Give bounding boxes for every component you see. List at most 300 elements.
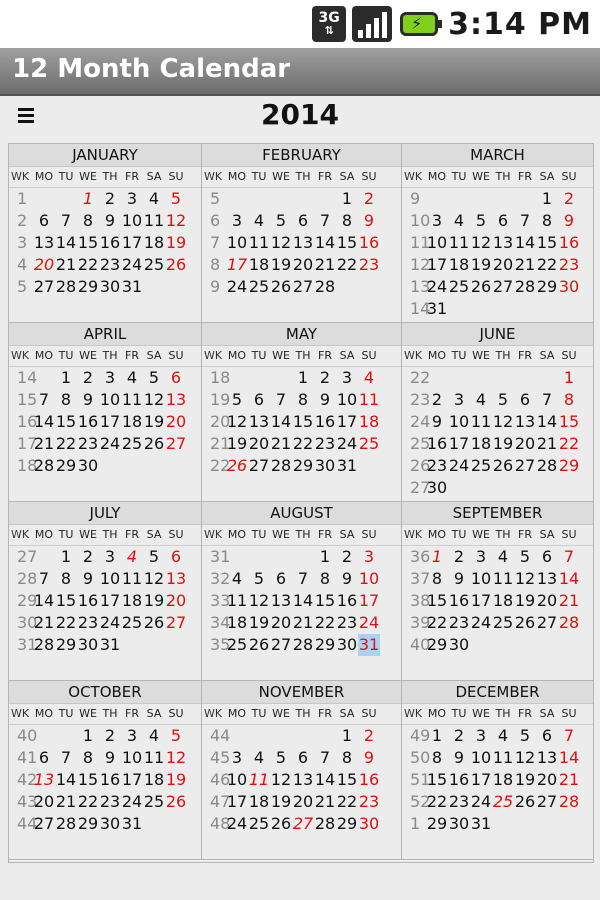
day-cell[interactable]: 9	[82, 569, 94, 588]
day-cell[interactable]: 15	[55, 591, 77, 610]
day-cell[interactable]: 16	[448, 770, 470, 789]
day-cell[interactable]: 13	[270, 591, 292, 610]
day-cell[interactable]: 25	[121, 434, 143, 453]
day-cell[interactable]: 24	[99, 613, 121, 632]
day-cell[interactable]: 14	[558, 748, 580, 767]
day-cell[interactable]: 11	[143, 748, 165, 767]
day-cell[interactable]: 17	[99, 412, 121, 431]
day-cell[interactable]: 7	[275, 390, 287, 409]
day-cell[interactable]: 30	[558, 277, 580, 296]
day-cell[interactable]: 23	[448, 613, 470, 632]
day-cell[interactable]: 9	[363, 211, 375, 230]
day-cell[interactable]: 30	[77, 456, 99, 475]
day-cell[interactable]: 21	[314, 255, 336, 274]
day-cell[interactable]: 10	[226, 770, 248, 789]
day-cell[interactable]: 17	[426, 255, 448, 274]
day-cell[interactable]: 16	[314, 412, 336, 431]
day-cell[interactable]: 14	[292, 591, 314, 610]
day-cell[interactable]: 29	[336, 814, 358, 833]
day-cell[interactable]: 26	[470, 277, 492, 296]
day-cell[interactable]: 12	[248, 591, 270, 610]
day-cell[interactable]: 29	[55, 635, 77, 654]
day-cell[interactable]: 29	[77, 814, 99, 833]
day-cell[interactable]: 8	[297, 390, 309, 409]
day-cell[interactable]: 19	[143, 591, 165, 610]
day-cell[interactable]: 12	[165, 748, 187, 767]
day-cell[interactable]: 24	[226, 277, 248, 296]
day-cell[interactable]: 30	[336, 635, 358, 654]
day-cell[interactable]: 15	[536, 233, 558, 252]
day-cell[interactable]: 29	[426, 814, 448, 833]
day-cell[interactable]: 29	[292, 456, 314, 475]
day-cell[interactable]: 23	[77, 613, 99, 632]
day-cell[interactable]: 3	[126, 189, 138, 208]
day-cell[interactable]: 12	[165, 211, 187, 230]
day-cell[interactable]: 27	[492, 277, 514, 296]
day-cell[interactable]: 1	[563, 368, 575, 387]
day-cell[interactable]: 2	[563, 189, 575, 208]
day-cell[interactable]: 7	[60, 211, 72, 230]
day-cell[interactable]: 2	[82, 368, 94, 387]
day-cell[interactable]: 16	[99, 770, 121, 789]
day-cell[interactable]: 7	[519, 211, 531, 230]
day-cell[interactable]: 10	[470, 569, 492, 588]
day-cell[interactable]: 7	[297, 569, 309, 588]
day-cell[interactable]: 27	[270, 635, 292, 654]
day-cell[interactable]: 24	[358, 613, 380, 632]
day-cell[interactable]: 14	[314, 233, 336, 252]
day-cell[interactable]: 20	[33, 792, 55, 811]
day-cell[interactable]: 9	[82, 390, 94, 409]
day-cell[interactable]: 9	[319, 390, 331, 409]
day-cell[interactable]: 5	[148, 547, 160, 566]
day-cell[interactable]: 20	[270, 613, 292, 632]
day-cell[interactable]: 25	[121, 613, 143, 632]
day-cell[interactable]: 22	[336, 255, 358, 274]
day-cell[interactable]: 9	[104, 748, 116, 767]
day-cell[interactable]: 28	[514, 277, 536, 296]
day-cell[interactable]: 3	[453, 390, 465, 409]
day-cell[interactable]: 5	[170, 189, 182, 208]
day-cell[interactable]: 7	[563, 726, 575, 745]
day-cell[interactable]: 16	[77, 412, 99, 431]
day-cell[interactable]: 31	[336, 456, 358, 475]
day-cell[interactable]: 23	[336, 613, 358, 632]
day-cell[interactable]: 5	[253, 569, 265, 588]
day-cell[interactable]: 19	[143, 412, 165, 431]
day-cell[interactable]: 24	[121, 255, 143, 274]
day-cell[interactable]: 9	[431, 412, 443, 431]
day-cell[interactable]: 23	[99, 255, 121, 274]
day-cell[interactable]: 8	[60, 390, 72, 409]
day-cell[interactable]: 4	[363, 368, 375, 387]
day-cell[interactable]: 30	[448, 814, 470, 833]
day-cell[interactable]: 6	[497, 211, 509, 230]
day-cell[interactable]: 21	[558, 591, 580, 610]
day-cell[interactable]: 6	[297, 211, 309, 230]
day-cell[interactable]: 6	[38, 748, 50, 767]
day-cell[interactable]: 22	[55, 613, 77, 632]
day-cell[interactable]: 13	[536, 569, 558, 588]
day-cell[interactable]: 25	[492, 792, 514, 811]
day-cell[interactable]: 6	[170, 547, 182, 566]
day-cell[interactable]: 3	[475, 547, 487, 566]
day-cell[interactable]: 26	[143, 434, 165, 453]
day-cell[interactable]: 15	[292, 412, 314, 431]
day-cell[interactable]: 6	[541, 547, 553, 566]
day-cell[interactable]: 21	[558, 770, 580, 789]
day-cell[interactable]: 13	[492, 233, 514, 252]
day-cell[interactable]: 3	[341, 368, 353, 387]
day-cell[interactable]: 11	[492, 748, 514, 767]
day-cell[interactable]: 19	[470, 255, 492, 274]
day-cell[interactable]: 8	[541, 211, 553, 230]
day-cell[interactable]: 19	[165, 233, 187, 252]
day-cell[interactable]: 30	[426, 478, 448, 497]
day-cell[interactable]: 7	[541, 390, 553, 409]
day-cell[interactable]: 15	[426, 591, 448, 610]
day-cell[interactable]: 6	[253, 390, 265, 409]
day-cell[interactable]: 21	[270, 434, 292, 453]
day-cell[interactable]: 10	[470, 748, 492, 767]
day-cell[interactable]: 27	[514, 456, 536, 475]
day-cell[interactable]: 15	[336, 770, 358, 789]
day-cell[interactable]: 14	[536, 412, 558, 431]
day-cell[interactable]: 22	[77, 255, 99, 274]
day-cell[interactable]: 15	[55, 412, 77, 431]
day-cell[interactable]: 21	[314, 792, 336, 811]
day-cell[interactable]: 29	[314, 635, 336, 654]
day-cell[interactable]: 6	[275, 569, 287, 588]
day-cell[interactable]: 31	[358, 635, 380, 654]
day-cell[interactable]: 5	[519, 547, 531, 566]
day-cell[interactable]: 25	[248, 277, 270, 296]
day-cell[interactable]: 9	[453, 748, 465, 767]
day-cell[interactable]: 18	[121, 412, 143, 431]
day-cell[interactable]: 22	[292, 434, 314, 453]
day-cell[interactable]: 9	[341, 569, 353, 588]
day-cell[interactable]: 3	[431, 211, 443, 230]
day-cell[interactable]: 11	[470, 412, 492, 431]
day-cell[interactable]: 19	[492, 434, 514, 453]
day-cell[interactable]: 22	[536, 255, 558, 274]
day-cell[interactable]: 8	[341, 748, 353, 767]
day-cell[interactable]: 1	[341, 726, 353, 745]
day-cell[interactable]: 22	[558, 434, 580, 453]
day-cell[interactable]: 26	[270, 814, 292, 833]
day-cell[interactable]: 19	[165, 770, 187, 789]
day-cell[interactable]: 9	[104, 211, 116, 230]
day-cell[interactable]: 24	[426, 277, 448, 296]
day-cell[interactable]: 10	[121, 748, 143, 767]
day-cell[interactable]: 4	[453, 211, 465, 230]
day-cell[interactable]: 23	[358, 792, 380, 811]
day-cell[interactable]: 4	[497, 726, 509, 745]
day-cell[interactable]: 5	[231, 390, 243, 409]
day-cell[interactable]: 31	[470, 814, 492, 833]
day-cell[interactable]: 9	[363, 748, 375, 767]
day-cell[interactable]: 27	[292, 277, 314, 296]
day-cell[interactable]: 24	[336, 434, 358, 453]
day-cell[interactable]: 27	[33, 277, 55, 296]
day-cell[interactable]: 27	[165, 613, 187, 632]
day-cell[interactable]: 3	[104, 368, 116, 387]
day-cell[interactable]: 12	[514, 569, 536, 588]
day-cell[interactable]: 9	[453, 569, 465, 588]
day-cell[interactable]: 5	[475, 211, 487, 230]
day-cell[interactable]: 13	[165, 390, 187, 409]
day-cell[interactable]: 11	[358, 390, 380, 409]
day-cell[interactable]: 20	[33, 255, 55, 274]
day-cell[interactable]: 17	[99, 591, 121, 610]
day-cell[interactable]: 13	[248, 412, 270, 431]
day-cell[interactable]: 1	[319, 547, 331, 566]
day-cell[interactable]: 22	[426, 613, 448, 632]
day-cell[interactable]: 27	[536, 613, 558, 632]
day-cell[interactable]: 19	[514, 591, 536, 610]
day-cell[interactable]: 28	[292, 635, 314, 654]
day-cell[interactable]: 18	[492, 770, 514, 789]
day-cell[interactable]: 22	[77, 792, 99, 811]
day-cell[interactable]: 4	[126, 368, 138, 387]
day-cell[interactable]: 1	[60, 368, 72, 387]
day-cell[interactable]: 12	[226, 412, 248, 431]
day-cell[interactable]: 17	[470, 591, 492, 610]
day-cell[interactable]: 4	[253, 211, 265, 230]
day-cell[interactable]: 1	[341, 189, 353, 208]
day-cell[interactable]: 12	[143, 569, 165, 588]
day-cell[interactable]: 15	[558, 412, 580, 431]
day-cell[interactable]: 7	[38, 390, 50, 409]
day-cell[interactable]: 28	[33, 456, 55, 475]
day-cell[interactable]: 4	[475, 390, 487, 409]
day-cell[interactable]: 2	[363, 189, 375, 208]
day-cell[interactable]: 17	[226, 792, 248, 811]
day-cell[interactable]: 28	[558, 792, 580, 811]
day-cell[interactable]: 25	[358, 434, 380, 453]
day-cell[interactable]: 20	[536, 591, 558, 610]
day-cell[interactable]: 13	[33, 233, 55, 252]
day-cell[interactable]: 2	[319, 368, 331, 387]
day-cell[interactable]: 25	[226, 635, 248, 654]
day-cell[interactable]: 25	[448, 277, 470, 296]
day-cell[interactable]: 21	[514, 255, 536, 274]
day-cell[interactable]: 24	[448, 456, 470, 475]
day-cell[interactable]: 23	[358, 255, 380, 274]
day-cell[interactable]: 30	[358, 814, 380, 833]
day-cell[interactable]: 8	[82, 748, 94, 767]
day-cell[interactable]: 18	[248, 792, 270, 811]
day-cell[interactable]: 25	[248, 814, 270, 833]
day-cell[interactable]: 28	[314, 277, 336, 296]
day-cell[interactable]: 6	[297, 748, 309, 767]
day-cell[interactable]: 5	[275, 211, 287, 230]
day-cell[interactable]: 7	[319, 211, 331, 230]
day-cell[interactable]: 5	[519, 726, 531, 745]
day-cell[interactable]: 20	[292, 255, 314, 274]
day-cell[interactable]: 28	[55, 277, 77, 296]
day-cell[interactable]: 11	[448, 233, 470, 252]
day-cell[interactable]: 6	[519, 390, 531, 409]
day-cell[interactable]: 4	[253, 748, 265, 767]
day-cell[interactable]: 12	[470, 233, 492, 252]
day-cell[interactable]: 23	[426, 456, 448, 475]
day-cell[interactable]: 26	[270, 277, 292, 296]
day-cell[interactable]: 17	[226, 255, 248, 274]
day-cell[interactable]: 11	[143, 211, 165, 230]
day-cell[interactable]: 13	[33, 770, 55, 789]
day-cell[interactable]: 23	[314, 434, 336, 453]
day-cell[interactable]: 11	[121, 569, 143, 588]
day-cell[interactable]: 1	[60, 547, 72, 566]
day-cell[interactable]: 10	[99, 569, 121, 588]
day-cell[interactable]: 17	[121, 233, 143, 252]
day-cell[interactable]: 5	[275, 748, 287, 767]
day-cell[interactable]: 5	[170, 726, 182, 745]
day-cell[interactable]: 26	[514, 792, 536, 811]
day-cell[interactable]: 3	[231, 211, 243, 230]
day-cell[interactable]: 13	[514, 412, 536, 431]
day-cell[interactable]: 24	[121, 792, 143, 811]
day-cell[interactable]: 7	[319, 748, 331, 767]
day-cell[interactable]: 2	[104, 189, 116, 208]
day-cell[interactable]: 26	[492, 456, 514, 475]
day-cell[interactable]: 18	[121, 591, 143, 610]
day-cell[interactable]: 3	[475, 726, 487, 745]
day-cell[interactable]: 30	[99, 277, 121, 296]
day-cell[interactable]: 12	[270, 233, 292, 252]
day-cell[interactable]: 22	[55, 434, 77, 453]
day-cell[interactable]: 14	[33, 412, 55, 431]
day-cell[interactable]: 16	[336, 591, 358, 610]
day-cell[interactable]: 20	[292, 792, 314, 811]
day-cell[interactable]: 21	[55, 792, 77, 811]
day-cell[interactable]: 8	[431, 569, 443, 588]
day-cell[interactable]: 5	[148, 368, 160, 387]
day-cell[interactable]: 30	[77, 635, 99, 654]
day-cell[interactable]: 22	[314, 613, 336, 632]
day-cell[interactable]: 16	[448, 591, 470, 610]
day-cell[interactable]: 13	[536, 748, 558, 767]
day-cell[interactable]: 7	[60, 748, 72, 767]
day-cell[interactable]: 23	[77, 434, 99, 453]
day-cell[interactable]: 22	[426, 792, 448, 811]
day-cell[interactable]: 25	[492, 613, 514, 632]
day-cell[interactable]: 26	[165, 792, 187, 811]
day-cell[interactable]: 4	[231, 569, 243, 588]
day-cell[interactable]: 18	[358, 412, 380, 431]
day-cell[interactable]: 26	[248, 635, 270, 654]
day-cell[interactable]: 25	[143, 255, 165, 274]
day-cell[interactable]: 20	[165, 591, 187, 610]
day-cell[interactable]: 20	[514, 434, 536, 453]
day-cell[interactable]: 2	[363, 726, 375, 745]
day-cell[interactable]: 21	[33, 613, 55, 632]
day-cell[interactable]: 27	[248, 456, 270, 475]
day-cell[interactable]: 8	[563, 390, 575, 409]
day-cell[interactable]: 6	[170, 368, 182, 387]
day-cell[interactable]: 15	[77, 770, 99, 789]
day-cell[interactable]: 18	[492, 591, 514, 610]
day-cell[interactable]: 2	[431, 390, 443, 409]
day-cell[interactable]: 11	[226, 591, 248, 610]
day-cell[interactable]: 1	[297, 368, 309, 387]
day-cell[interactable]: 14	[558, 569, 580, 588]
day-cell[interactable]: 28	[55, 814, 77, 833]
day-cell[interactable]: 10	[448, 412, 470, 431]
day-cell[interactable]: 17	[336, 412, 358, 431]
day-cell[interactable]: 17	[448, 434, 470, 453]
day-cell[interactable]: 27	[536, 792, 558, 811]
day-cell[interactable]: 21	[55, 255, 77, 274]
day-cell[interactable]: 31	[121, 814, 143, 833]
day-cell[interactable]: 6	[541, 726, 553, 745]
day-cell[interactable]: 1	[431, 726, 443, 745]
day-cell[interactable]: 12	[492, 412, 514, 431]
day-cell[interactable]: 1	[82, 189, 94, 208]
day-cell[interactable]: 5	[497, 390, 509, 409]
day-cell[interactable]: 14	[33, 591, 55, 610]
day-cell[interactable]: 9	[563, 211, 575, 230]
day-cell[interactable]: 18	[470, 434, 492, 453]
day-cell[interactable]: 8	[60, 569, 72, 588]
day-cell[interactable]: 24	[99, 434, 121, 453]
day-cell[interactable]: 10	[336, 390, 358, 409]
day-cell[interactable]: 20	[492, 255, 514, 274]
day-cell[interactable]: 2	[104, 726, 116, 745]
day-cell[interactable]: 31	[99, 635, 121, 654]
day-cell[interactable]: 28	[558, 613, 580, 632]
day-cell[interactable]: 28	[314, 814, 336, 833]
day-cell[interactable]: 10	[358, 569, 380, 588]
day-cell[interactable]: 11	[248, 233, 270, 252]
day-cell[interactable]: 17	[121, 770, 143, 789]
day-cell[interactable]: 29	[426, 635, 448, 654]
day-cell[interactable]: 16	[426, 434, 448, 453]
day-cell[interactable]: 8	[82, 211, 94, 230]
day-cell[interactable]: 30	[99, 814, 121, 833]
day-cell[interactable]: 16	[99, 233, 121, 252]
day-cell[interactable]: 29	[77, 277, 99, 296]
day-cell[interactable]: 18	[143, 233, 165, 252]
day-cell[interactable]: 20	[165, 412, 187, 431]
day-cell[interactable]: 4	[126, 547, 138, 566]
day-cell[interactable]: 19	[270, 792, 292, 811]
day-cell[interactable]: 25	[470, 456, 492, 475]
day-cell[interactable]: 26	[514, 613, 536, 632]
day-cell[interactable]: 17	[358, 591, 380, 610]
day-cell[interactable]: 15	[426, 770, 448, 789]
day-cell[interactable]: 3	[126, 726, 138, 745]
day-cell[interactable]: 28	[536, 456, 558, 475]
day-cell[interactable]: 15	[314, 591, 336, 610]
day-cell[interactable]: 15	[336, 233, 358, 252]
day-cell[interactable]: 11	[248, 770, 270, 789]
day-cell[interactable]: 30	[314, 456, 336, 475]
day-cell[interactable]: 20	[536, 770, 558, 789]
day-cell[interactable]: 8	[319, 569, 331, 588]
day-cell[interactable]: 18	[226, 613, 248, 632]
day-cell[interactable]: 29	[536, 277, 558, 296]
day-cell[interactable]: 2	[82, 547, 94, 566]
day-cell[interactable]: 4	[148, 726, 160, 745]
day-cell[interactable]: 19	[226, 434, 248, 453]
day-cell[interactable]: 2	[453, 726, 465, 745]
day-cell[interactable]: 10	[226, 233, 248, 252]
day-cell[interactable]: 7	[38, 569, 50, 588]
day-cell[interactable]: 23	[448, 792, 470, 811]
day-cell[interactable]: 13	[165, 569, 187, 588]
